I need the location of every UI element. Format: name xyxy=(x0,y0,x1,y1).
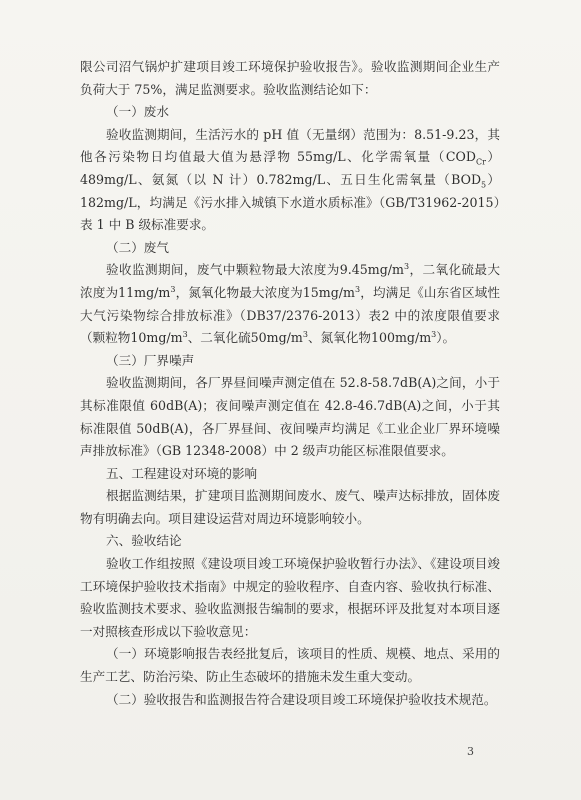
heading-environmental-impact: 五、工程建设对环境的影响 xyxy=(106,465,258,481)
paragraph-environmental-impact: 根据监测结果，扩建项目监测期间废水、废气、噪声达标排放，固体废物有明确去向。项目建设运营对周边环境影响较小。 xyxy=(80,488,500,526)
heading-wastewater: （一）废水 xyxy=(106,104,169,120)
paragraph-acceptance-conclusion: 验收工作组按照《建设项目竣工环境保护验收暂行办法》、《建设项目竣工环境保护验收技术指南》中规定的验收程序、自查内容、验收执行标准、验收监测技术要求、验收监测报告编制的要求，根据环评及批复对本项目逐一对照核查形成以下验收意见： xyxy=(80,556,500,639)
paragraph-wastewater: 验收监测期间，生活污水的 pH 值（无量纲）范围为：8.51-9.23，其他各污染物日均值最大值为悬浮物 55mg/L、化学需氧量$(COD_{Cr})489mg/L$、氨氮（以 N 计）0.782mg/L、五日生化需氧量$(BOD_5)182mg/L$，均满足《污水排入城镇下水道水质标准》（GB/T31962-2015）表 1 中 B 级标准要求。 xyxy=(80,126,501,233)
paragraph-opinion-1: （一）环境影响报告表经批复后，该项目的性质、规模、地点、采用的生产工艺、防治污染、防止生态破坏的措施未发生重大变动。 xyxy=(80,646,500,685)
paragraph-boundary-noise: 验收监测期间，各厂界昼间噪声测定值在 52.8-58.7dB(A)之间，小于其标准限值 60dB(A)；夜间噪声测定值在 42.8-46.7dB(A)之间，小于其标准限值 50dB(A)，各厂界昼间、夜间噪声均满足《工业企业厂界环境噪声排放标准》（GB 12348-2008）中 2 级声功能区标准限值要求。 xyxy=(80,375,500,459)
heading-exhaust-gas: （二）废气 xyxy=(106,239,169,255)
paragraph-intro-continuation: 限公司沼气锅炉扩建项目竣工环境保护验收报告》。验收监测期间企业生产负荷大于 75%，满足监测要求。验收监测结论如下： xyxy=(80,59,500,97)
page-number: 3 xyxy=(467,745,474,758)
paragraph-exhaust-gas: 验收监测期间，废气中颗粒物最大浓度为$9.45mg/m^3$，二氧化硫最大浓度为$11mg/m^3$，氮氧化物最大浓度为$15mg/m^3$，均满足《山东省区域性大气污染物综合排放标准》（DB37/2376-2013）表2 中的浓度限值要求（颗粒物$10mg/m^3$、二氧化硫$50mg/m^3$、氮氧化物$100mg/m^3$）。 xyxy=(80,262,501,346)
heading-acceptance-conclusion: 六、验收结论 xyxy=(106,533,182,549)
document-body xyxy=(80,56,500,711)
heading-boundary-noise: （三）厂界噪声 xyxy=(106,352,195,368)
paragraph-opinion-2: （二）验收报告和监测报告符合建设项目竣工环境保护验收技术规范。 xyxy=(106,691,497,707)
